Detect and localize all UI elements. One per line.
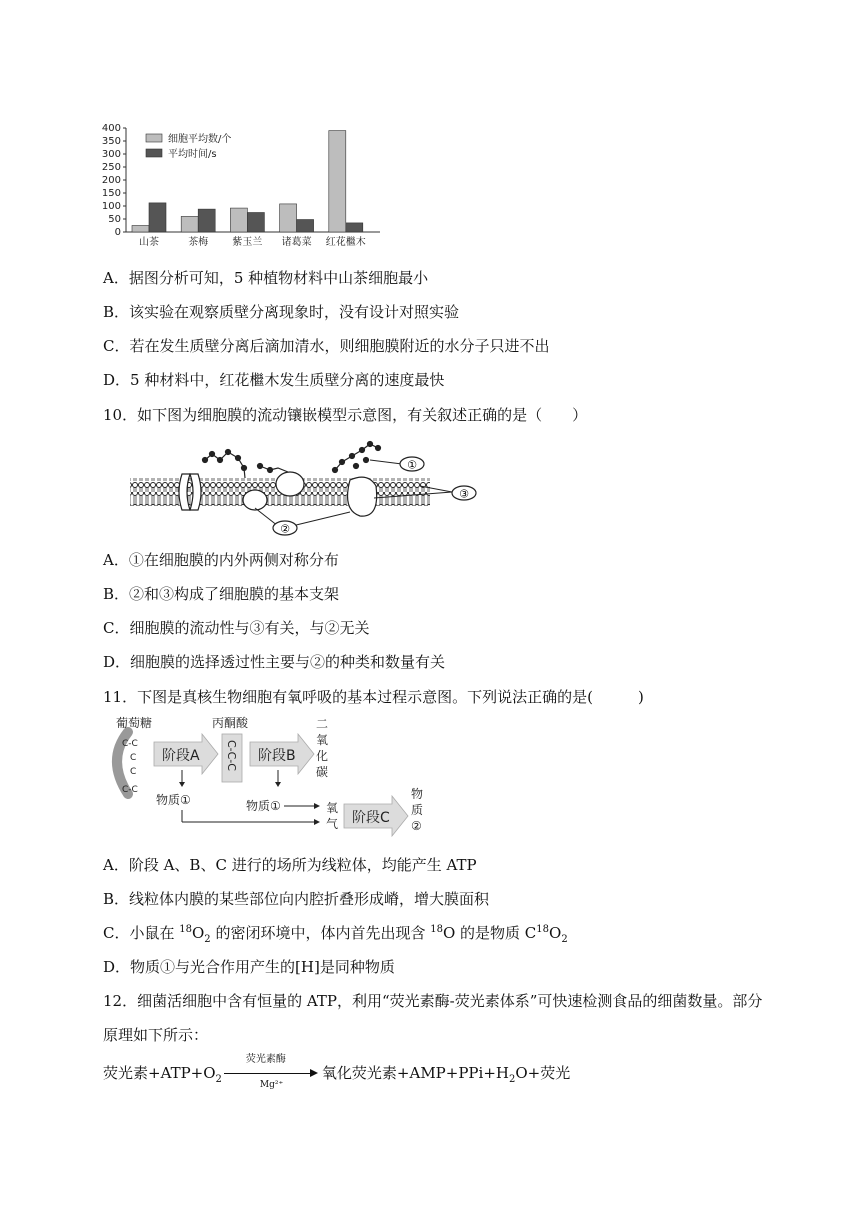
lipid-layer-inner [130,492,430,506]
membrane-diagram [120,440,490,540]
q10-stem: 10．如下图为细胞膜的流动镶嵌模型示意图，有关叙述正确的是（ ） [103,406,588,424]
svg-text:C-C: C-C [122,785,138,795]
bar [247,213,264,233]
pyruvate-label: 丙酮酸 [212,716,249,730]
y-tick-label: 0 [114,227,121,238]
y-tick-label: 250 [101,162,121,173]
legend-label: 平均时间/s [168,149,217,160]
q9-option-d: D．5 种材料中，红花檵木发生质壁分离的速度最快 [103,371,445,389]
cofactor-label: Mg²⁺ [259,1080,284,1090]
q12-equation: 荧光素$+ATP+O_2$ 荧光素酶 Mg²⁺ 氧化荧光素$+AMP+PPi+H_2O+$荧光 [103,1063,570,1084]
stage-b-label: 阶段B [258,748,296,764]
bar [346,223,363,232]
bar [149,203,166,232]
y-tick-label: 350 [101,136,121,147]
stage-c-label: 阶段C [352,810,390,826]
q10-option-c: C．细胞膜的流动性与③有关，与②无关 [103,619,370,637]
q9-option-b: B．该实验在观察质壁分离现象时，没有设计对照实验 [103,303,460,321]
q9-option-c: C．若在发生质壁分离后滴加清水，则细胞膜附近的水分子只进不出 [103,337,550,355]
category-label: 诸葛菜 [281,237,312,248]
category-label: 茶梅 [188,237,209,248]
bar [230,208,247,232]
bar [132,226,149,233]
legend-swatch [146,134,162,142]
bar [181,216,198,232]
y-tick-label: 100 [101,201,121,212]
q11-option-b: B．线粒体内膜的某些部位向内腔折叠形成嵴，增大膜面积 [103,890,490,908]
svg-text:C: C [130,767,137,777]
bar [329,131,346,232]
substance2-label: 物质 ② [411,787,424,833]
q10-option-d: D．细胞膜的选择透过性主要与②的种类和数量有关 [103,653,446,671]
bar-chart [100,120,390,255]
q11-option-a: A．阶段 A、B、C 进行的场所为线粒体，均能产生 ATP [103,856,477,874]
stage-a-label: 阶段A [162,748,200,764]
q10-option-a: A．①在细胞膜的内外两侧对称分布 [103,551,339,569]
bar [297,220,314,232]
protein [243,490,267,510]
q12-stem-line1: 12．细菌活细胞中含有恒量的 ATP，利用“荧光素酶-荧光素体系”可快速检测食品的细菌数量。部分 [103,992,763,1010]
svg-text:C-C: C-C [122,739,138,749]
bar [280,204,297,232]
y-tick-label: 200 [101,175,121,186]
y-tick-label: 400 [101,123,121,134]
q11-stem: 11．下图是真核生物细胞有氧呼吸的基本过程示意图。下列说法正确的是( ) [103,688,644,706]
protein [276,472,304,496]
legend-swatch [146,149,162,157]
category-label: 山茶 [139,237,159,248]
legend-label: 细胞平均数/个 [168,134,232,145]
label-2: ② [280,522,290,536]
svg-text:C: C [130,753,137,763]
glucose-label: 葡萄糖 [116,716,153,730]
y-tick-label: 50 [108,214,121,225]
co2-label: 二氧化碳 [316,717,329,779]
category-label: 红花檵木 [325,237,366,248]
ccc-label: C-C-C [225,740,238,771]
reaction-arrow [222,1054,322,1090]
substance1-label-b: 物质① [246,799,281,813]
q11-option-d: D．物质①与光合作用产生的[H]是同种物质 [103,958,395,976]
q12-stem-line2: 原理如下所示： [103,1026,209,1044]
oxygen-label: 氧气 [326,801,339,831]
category-label: 紫玉兰 [232,237,263,248]
label-1: ① [407,458,417,472]
q11-option-c: C．小鼠在 $^{18}O_2$ 的密闭环境中，体内首先出现含 $^{18}$O 的是物质 $C^{18}O_2$ [103,924,568,945]
substance1-label-a: 物质① [156,793,191,807]
q10-option-b: B．②和③构成了细胞膜的基本支架 [103,585,340,603]
enzyme-label: 荧光素酶 [245,1054,286,1065]
y-tick-label: 150 [101,188,121,199]
y-tick-label: 300 [101,149,121,160]
label-3: ③ [459,487,469,501]
transmembrane-protein [348,477,377,516]
bar [198,209,215,232]
respiration-diagram [108,712,438,840]
q9-option-a: A．据图分析可知，5 种植物材料中山茶细胞最小 [103,269,429,287]
